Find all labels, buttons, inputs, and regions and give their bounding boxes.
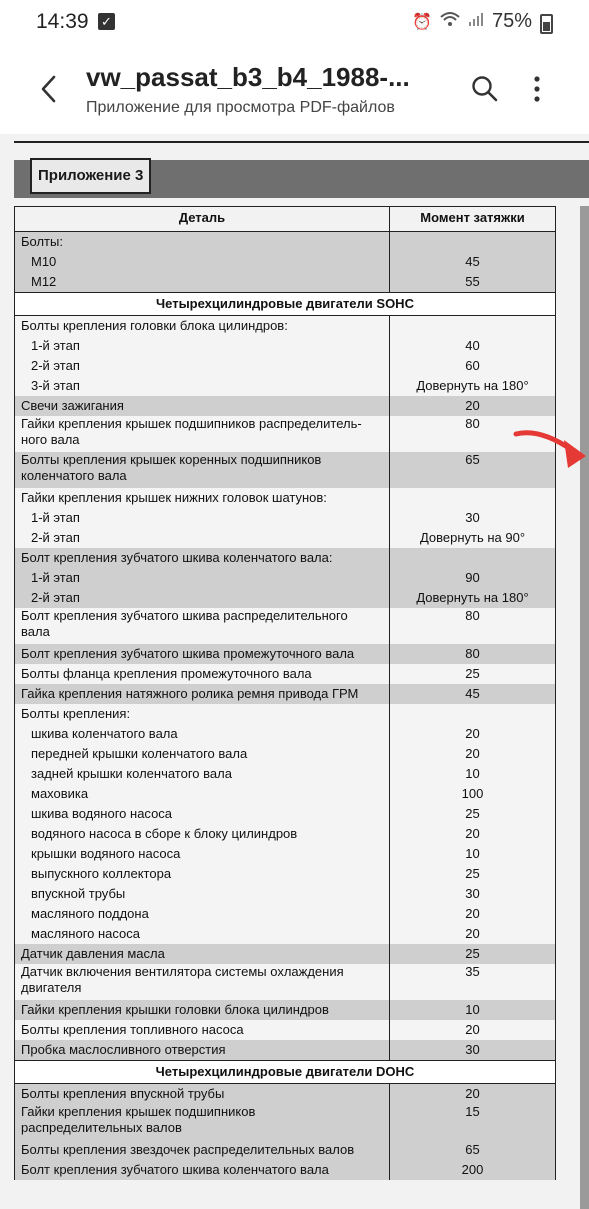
- table-row: [15, 704, 556, 724]
- app-header: [0, 46, 589, 134]
- section-title: Четырехцилиндровые двигатели DOHC: [15, 1061, 556, 1084]
- torque-cell: Довернуть на 90°: [390, 528, 556, 548]
- part-cell: Гайки крепления крышек нижних головок шатунов:: [15, 488, 390, 508]
- torque-cell: 15: [390, 1104, 556, 1140]
- torque-cell: [390, 488, 556, 508]
- table-row: [15, 376, 556, 396]
- torque-cell: 55: [390, 272, 556, 293]
- table-row: [15, 568, 556, 588]
- search-icon: [470, 74, 500, 104]
- part-cell: Болты крепления:: [15, 704, 390, 724]
- table-row: [15, 884, 556, 904]
- part-cell: Гайки крепления крышек подшипников распределитель- ного вала: [15, 416, 390, 452]
- document-title: vw_passat_b3_b4_1988-...: [86, 62, 410, 92]
- torque-cell: 100: [390, 784, 556, 804]
- part-cell: 2-й этап: [15, 528, 390, 548]
- table-row: [15, 824, 556, 844]
- torque-cell: 30: [390, 1040, 556, 1061]
- table-row: [15, 356, 556, 376]
- part-cell: водяного насоса в сборе к блоку цилиндров: [15, 824, 390, 844]
- table-row: [15, 452, 556, 488]
- signal-icon: [468, 11, 484, 32]
- torque-cell: [390, 316, 556, 337]
- part-cell: Болт крепления зубчатого шкива коленчатого вала: [15, 1160, 390, 1180]
- table-section-row: [15, 293, 556, 316]
- torque-cell: [390, 704, 556, 724]
- table-row: [15, 784, 556, 804]
- more-vertical-icon: [524, 72, 550, 106]
- part-cell: Гайки крепления крышки головки блока цилиндров: [15, 1000, 390, 1020]
- torque-cell: 80: [390, 608, 556, 644]
- table-row: [15, 724, 556, 744]
- part-cell: шкива водяного насоса: [15, 804, 390, 824]
- table-row: [15, 944, 556, 964]
- torque-cell: 65: [390, 452, 556, 488]
- battery-percent: 75%: [491, 10, 532, 32]
- torque-cell: 30: [390, 884, 556, 904]
- torque-table: [14, 206, 556, 1180]
- torque-cell: 20: [390, 924, 556, 944]
- part-cell: 1-й этап: [15, 336, 390, 356]
- part-cell: Болты крепления звездочек распределительных валов: [15, 1140, 390, 1160]
- torque-cell: 25: [390, 944, 556, 964]
- part-cell: 2-й этап: [15, 356, 390, 376]
- table-row: [15, 904, 556, 924]
- part-cell: масляного насоса: [15, 924, 390, 944]
- section-title: Четырехцилиндровые двигатели SOHC: [15, 293, 556, 316]
- table-row: [15, 844, 556, 864]
- table-row: [15, 528, 556, 548]
- battery-icon: [540, 14, 553, 34]
- torque-cell: 10: [390, 844, 556, 864]
- torque-cell: 65: [390, 1140, 556, 1160]
- part-cell: Болты крепления крышек коренных подшипников коленчатого вала: [15, 452, 390, 488]
- part-cell: Свечи зажигания: [15, 396, 390, 416]
- table-row: [15, 664, 556, 684]
- table-row: [15, 924, 556, 944]
- pdf-page[interactable]: [0, 134, 589, 1209]
- alarm-icon: ⏰: [412, 13, 432, 31]
- part-cell: 2-й этап: [15, 588, 390, 608]
- table-row: [15, 644, 556, 664]
- table-row: [15, 1160, 556, 1180]
- table-row: [15, 964, 556, 1000]
- appendix-label: Приложение 3: [30, 158, 151, 194]
- part-cell: масляного поддона: [15, 904, 390, 924]
- table-row: [15, 1140, 556, 1160]
- table-row: [15, 1000, 556, 1020]
- part-cell: Датчик давления масла: [15, 944, 390, 964]
- table-row: [15, 316, 556, 337]
- table-row: [15, 232, 556, 253]
- app-subtitle: Приложение для просмотра PDF-файлов: [86, 99, 395, 116]
- chevron-left-icon: [36, 74, 62, 104]
- page-rule: [14, 141, 589, 143]
- torque-cell: 80: [390, 416, 556, 452]
- torque-cell: 10: [390, 1000, 556, 1020]
- part-cell: Болт крепления зубчатого шкива промежуточного вала: [15, 644, 390, 664]
- part-cell: Болты:: [15, 232, 390, 253]
- torque-cell: [390, 548, 556, 568]
- torque-cell: 30: [390, 508, 556, 528]
- torque-cell: 20: [390, 824, 556, 844]
- table-row: [15, 1104, 556, 1140]
- part-cell: М10: [15, 252, 390, 272]
- red-arrow-annotation: [510, 424, 589, 484]
- next-page-edge: [580, 206, 589, 1209]
- part-cell: Болты крепления топливного насоса: [15, 1020, 390, 1040]
- torque-cell: 60: [390, 356, 556, 376]
- part-cell: Болты крепления впускной трубы: [15, 1084, 390, 1105]
- part-cell: 3-й этап: [15, 376, 390, 396]
- notification-check-icon: ✓: [98, 13, 115, 30]
- part-cell: Болт крепления зубчатого шкива распределительного вала: [15, 608, 390, 644]
- torque-cell: 80: [390, 644, 556, 664]
- part-cell: Болты фланца крепления промежуточного вала: [15, 664, 390, 684]
- torque-cell: 45: [390, 252, 556, 272]
- part-cell: передней крышки коленчатого вала: [15, 744, 390, 764]
- part-cell: выпускного коллектора: [15, 864, 390, 884]
- table-row: [15, 588, 556, 608]
- status-time: 14:39: [36, 10, 89, 33]
- part-cell: М12: [15, 272, 390, 293]
- part-cell: Болты крепления головки блока цилиндров:: [15, 316, 390, 337]
- torque-cell: 25: [390, 804, 556, 824]
- status-bar: [0, 0, 589, 46]
- torque-cell: Довернуть на 180°: [390, 376, 556, 396]
- table-row: [15, 336, 556, 356]
- torque-cell: 200: [390, 1160, 556, 1180]
- table-row: [15, 1020, 556, 1040]
- wifi-icon: [440, 11, 460, 32]
- table-row: [15, 764, 556, 784]
- table-row: [15, 548, 556, 568]
- torque-cell: 45: [390, 684, 556, 704]
- torque-cell: 20: [390, 1020, 556, 1040]
- table-row: [15, 252, 556, 272]
- table-row: [15, 396, 556, 416]
- table-row: [15, 416, 556, 452]
- more-options-button[interactable]: [524, 72, 550, 106]
- back-button[interactable]: [36, 74, 62, 104]
- torque-cell: 35: [390, 964, 556, 1000]
- part-cell: маховика: [15, 784, 390, 804]
- torque-cell: 20: [390, 1084, 556, 1105]
- part-cell: 1-й этап: [15, 508, 390, 528]
- part-cell: шкива коленчатого вала: [15, 724, 390, 744]
- torque-cell: 10: [390, 764, 556, 784]
- part-cell: Пробка маслосливного отверстия: [15, 1040, 390, 1061]
- torque-cell: 25: [390, 664, 556, 684]
- table-row: [15, 508, 556, 528]
- part-cell: Датчик включения вентилятора системы охлаждения двигателя: [15, 964, 390, 1000]
- table-row: [15, 1040, 556, 1061]
- part-cell: задней крышки коленчатого вала: [15, 764, 390, 784]
- status-icons: [412, 10, 553, 33]
- table-row: [15, 272, 556, 293]
- table-row: [15, 488, 556, 508]
- part-cell: Гайки крепления крышек подшипников распределительных валов: [15, 1104, 390, 1140]
- table-row: [15, 744, 556, 764]
- torque-cell: 25: [390, 864, 556, 884]
- table-row: [15, 608, 556, 644]
- torque-cell: Довернуть на 180°: [390, 588, 556, 608]
- part-cell: Гайка крепления натяжного ролика ремня привода ГРМ: [15, 684, 390, 704]
- torque-cell: 40: [390, 336, 556, 356]
- table-row: [15, 684, 556, 704]
- column-header-part: Деталь: [15, 207, 390, 232]
- torque-cell: 20: [390, 724, 556, 744]
- search-button[interactable]: [470, 74, 500, 104]
- torque-cell: 90: [390, 568, 556, 588]
- part-cell: 1-й этап: [15, 568, 390, 588]
- torque-cell: [390, 232, 556, 253]
- table-row: [15, 804, 556, 824]
- torque-cell: 20: [390, 904, 556, 924]
- part-cell: крышки водяного насоса: [15, 844, 390, 864]
- column-header-torque: Момент затяжки: [390, 207, 556, 232]
- table-row: [15, 1084, 556, 1105]
- torque-cell: 20: [390, 396, 556, 416]
- part-cell: Болт крепления зубчатого шкива коленчатого вала:: [15, 548, 390, 568]
- part-cell: впускной трубы: [15, 884, 390, 904]
- table-section-row: [15, 1061, 556, 1084]
- table-row: [15, 864, 556, 884]
- torque-cell: 20: [390, 744, 556, 764]
